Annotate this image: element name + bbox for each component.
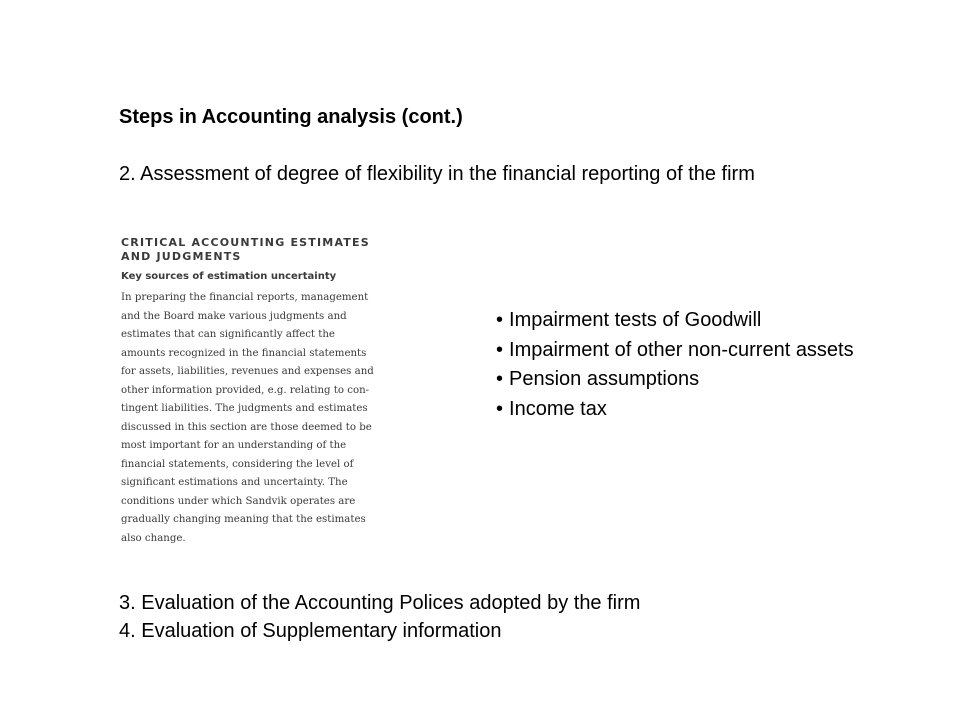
excerpt-line: In preparing the financial reports, management [121,292,369,303]
step-4-text: 4. Evaluation of Supplementary information [119,620,502,642]
excerpt-line: tingent liabilities. The judgments and estimates [121,403,368,414]
excerpt-line: estimates that can significantly affect the [121,329,335,340]
step-2-text: 2. Assessment of degree of flexibility in the financial reporting of the firm [119,163,755,185]
excerpt-heading: CRITICAL ACCOUNTING ESTIMATES AND JUDGMENTS [121,236,370,263]
estimation-areas-list [496,306,854,424]
excerpt-line: gradually changing meaning that the estimates [121,514,366,525]
excerpt-line: for assets, liabilities, revenues and expenses and [121,366,374,377]
excerpt-subheading: Key sources of estimation uncertainty [121,271,337,282]
list-item-pension: • Pension assumptions [496,365,854,395]
list-item-goodwill: • Impairment tests of Goodwill [496,306,854,336]
later-steps [119,589,640,645]
excerpt-line: and the Board make various judgments and [121,310,347,322]
excerpt-line: financial statements, considering the level of [121,458,354,470]
excerpt-line: discussed in this section are those deemed to be [121,421,372,433]
excerpt-line: conditions under which Sandvik operates are [121,495,356,507]
slide-title: Steps in Accounting analysis (cont.) [119,106,463,128]
excerpt-line: most important for an understanding of the [121,440,347,451]
list-item-non-current-assets: • Impairment of other non-current assets [496,336,854,366]
step-3-text: 3. Evaluation of the Accounting Polices adopted by the firm [119,592,641,614]
annual-report-excerpt [121,236,401,548]
excerpt-body [121,289,401,548]
excerpt-line: other information provided, e.g. relating to con- [121,384,370,396]
excerpt-line: significant estimations and uncertainty. The [121,477,348,488]
list-item-income-tax: • Income tax [496,395,854,425]
excerpt-line: also change. [121,532,186,544]
excerpt-line: amounts recognized in the financial statements [121,347,367,359]
